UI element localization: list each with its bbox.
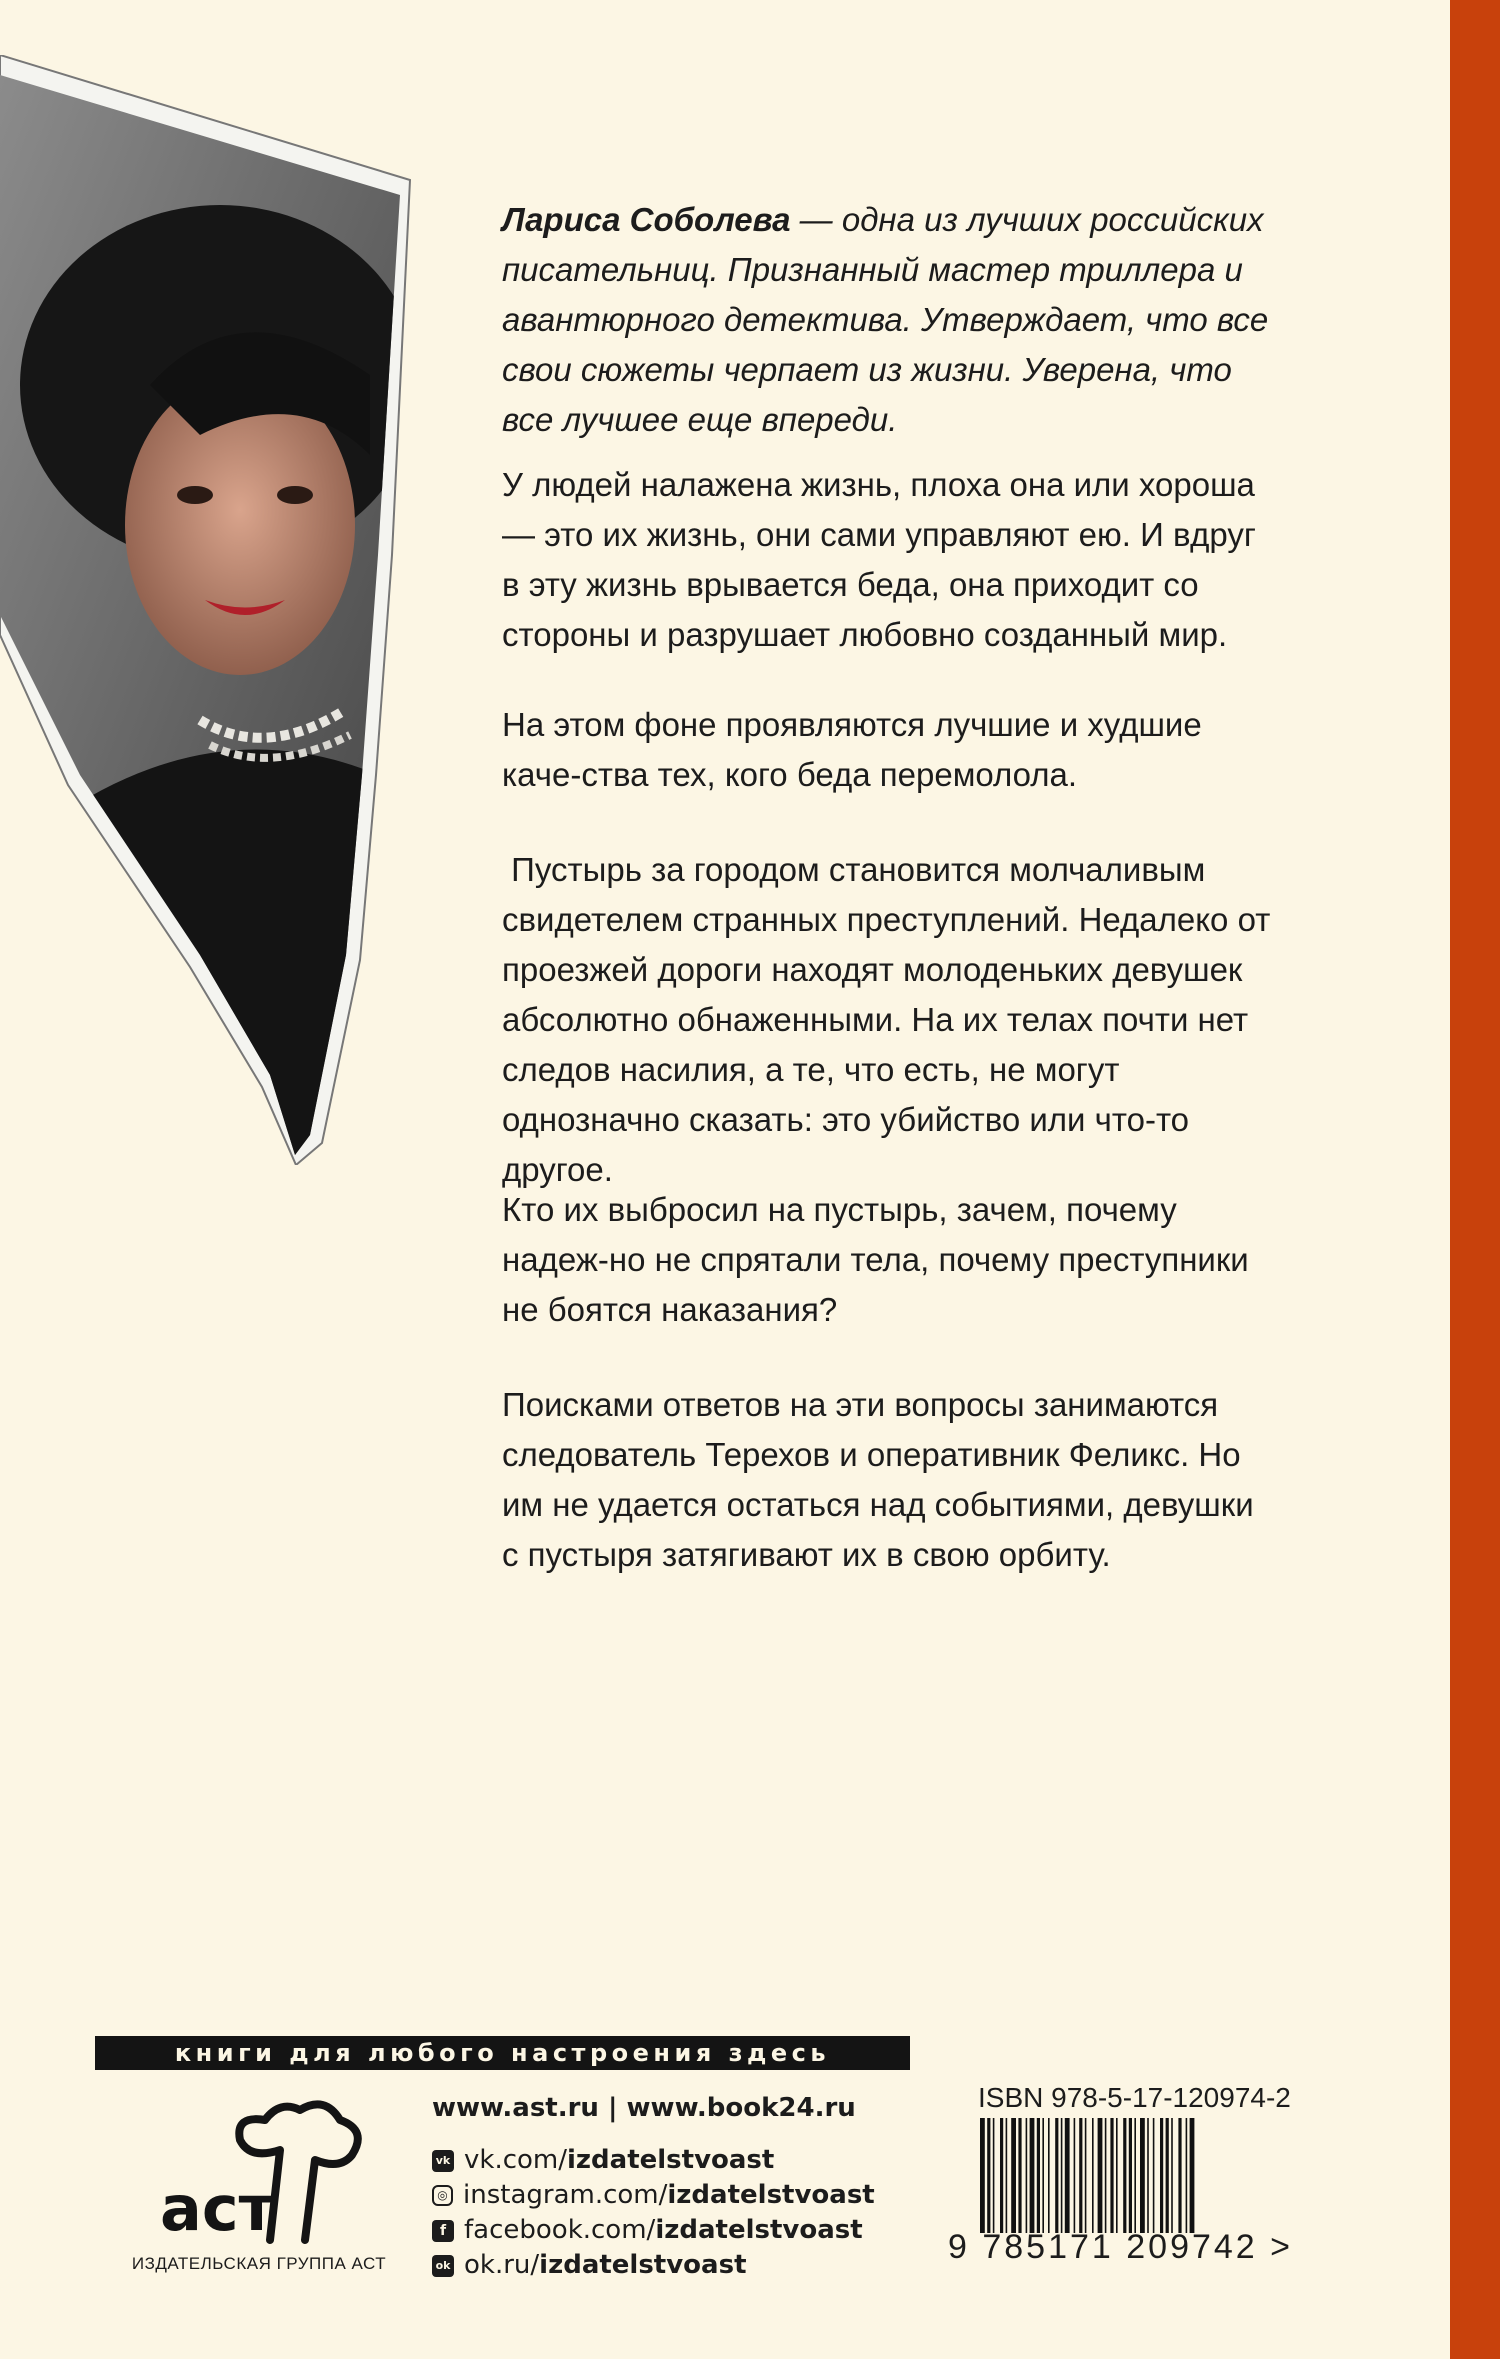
publisher-name: ИЗДАТЕЛЬСКАЯ ГРУППА АСТ bbox=[131, 2254, 387, 2273]
barcode-bar bbox=[1105, 2118, 1107, 2233]
promo-banner: книги для любого настроения здесь bbox=[95, 2036, 910, 2070]
social-prefix: ok.ru/ bbox=[464, 2250, 540, 2280]
barcode-number: 9 785171 209742 > bbox=[948, 2228, 1294, 2266]
author-name: Лариса Соболева bbox=[502, 201, 791, 238]
barcode-bar bbox=[1147, 2118, 1149, 2233]
annotation-paragraph bbox=[502, 700, 1272, 800]
social-prefix: instagram.com/ bbox=[463, 2180, 668, 2210]
barcode-bar bbox=[1026, 2118, 1028, 2233]
annotation-text: Поисками ответов на эти вопросы занимаются следователь Терехов и оперативник Феликс. Но им не удается остаться над событиями, девушки с пустыря затягивают их в свою орбиту. bbox=[502, 1386, 1254, 1573]
social-links bbox=[432, 2143, 875, 2283]
barcode-bar bbox=[1085, 2118, 1087, 2233]
barcode-bar bbox=[1042, 2118, 1044, 2233]
social-handle: izdatelstvoast bbox=[539, 2250, 747, 2280]
barcode-bar bbox=[1098, 2118, 1103, 2233]
facebook-icon: f bbox=[432, 2220, 454, 2242]
barcode-bar bbox=[1140, 2118, 1145, 2233]
social-handle: izdatelstvoast bbox=[667, 2180, 875, 2210]
author-bio bbox=[502, 195, 1272, 445]
barcode-bar bbox=[1079, 2118, 1082, 2233]
author-portrait-icon bbox=[0, 55, 430, 1165]
barcode-bar bbox=[1153, 2118, 1155, 2233]
odnoklassniki-icon: ok bbox=[432, 2255, 454, 2277]
barcode-bar bbox=[1190, 2118, 1195, 2233]
barcode-bar bbox=[1116, 2118, 1118, 2233]
annotation-text: У людей налажена жизнь, плоха она или хороша — это их жизнь, они сами управляют ею. И вдруг в эту жизнь врывается беда, она приходит со стороны и разрушает любовно созданный мир. bbox=[502, 466, 1256, 653]
barcode-bar bbox=[1074, 2118, 1076, 2233]
ast-logo bbox=[140, 2090, 370, 2250]
social-handle: izdatelstvoast bbox=[567, 2145, 775, 2175]
barcode-bar bbox=[993, 2118, 995, 2233]
social-prefix: facebook.com/ bbox=[464, 2215, 656, 2245]
annotation-text: На этом фоне проявляются лучшие и худшие каче-ства тех, кого беда перемолола. bbox=[502, 706, 1202, 793]
barcode-bar bbox=[1110, 2118, 1113, 2233]
annotation-paragraph bbox=[502, 460, 1272, 660]
social-prefix: vk.com/ bbox=[464, 2145, 567, 2175]
annotation-paragraph bbox=[502, 845, 1280, 1195]
isbn-label: ISBN 978-5-17-120974-2 bbox=[978, 2082, 1291, 2113]
barcode-bar bbox=[1129, 2118, 1132, 2233]
barcode-bar bbox=[1037, 2118, 1040, 2233]
barcode-bar bbox=[1123, 2118, 1126, 2233]
barcode-bar bbox=[987, 2118, 990, 2233]
annotation-text: Кто их выбросил на пустырь, зачем, почему надеж-но не спрятали тела, почему преступники не боятся наказания? bbox=[502, 1191, 1249, 1328]
barcode-bar bbox=[1178, 2118, 1181, 2233]
barcode-bar bbox=[1171, 2118, 1173, 2233]
annotation-paragraph bbox=[502, 1380, 1272, 1580]
barcode-bar bbox=[1186, 2118, 1188, 2233]
barcode-bar bbox=[1018, 2118, 1021, 2233]
logo-text: аст bbox=[160, 2172, 275, 2245]
spine-stripe bbox=[1450, 0, 1500, 2359]
barcode-bar bbox=[1061, 2118, 1063, 2233]
ast-logo-icon bbox=[140, 2090, 370, 2250]
barcode-icon bbox=[978, 2118, 1318, 2233]
author-photo bbox=[0, 55, 430, 1165]
barcode-bar bbox=[1006, 2118, 1008, 2233]
author-bio-text: — одна из лучших российских писательниц. Признанный мастер триллера и авантюрного детектива. Утверждает, что все свои сюжеты черпает из жизни. Уверена, что все лучшее еще впереди. bbox=[502, 201, 1269, 438]
barcode-bar bbox=[1055, 2118, 1058, 2233]
social-link-vk[interactable] bbox=[432, 2143, 875, 2178]
social-link-odnoklassniki[interactable] bbox=[432, 2248, 875, 2283]
barcode-bar bbox=[1166, 2118, 1169, 2233]
annotation-paragraph bbox=[502, 1185, 1272, 1335]
barcode-bar bbox=[1011, 2118, 1016, 2233]
social-link-facebook[interactable] bbox=[432, 2213, 875, 2248]
barcode-bar bbox=[1065, 2118, 1070, 2233]
social-handle: izdatelstvoast bbox=[655, 2215, 863, 2245]
barcode-bar bbox=[1000, 2118, 1003, 2233]
barcode-bar bbox=[980, 2118, 985, 2233]
barcode bbox=[978, 2118, 1318, 2233]
barcode-bar bbox=[1030, 2118, 1035, 2233]
instagram-icon: ◎ bbox=[432, 2185, 453, 2206]
vk-icon: vk bbox=[432, 2150, 454, 2172]
annotation-text: Пустырь за городом становится молчаливым свидетелем странных преступлений. Недалеко от проезжей дороги находят молоденьких девушек абсолютно обнаженными. На их телах почти нет следов насилия, а те, что есть, не могут однозначно сказать: это убийство или что-то другое. bbox=[502, 851, 1280, 1188]
websites[interactable]: www.ast.ru | www.book24.ru bbox=[432, 2093, 856, 2123]
barcode-bar bbox=[1134, 2118, 1136, 2233]
social-link-instagram[interactable] bbox=[432, 2178, 875, 2213]
barcode-bar bbox=[1160, 2118, 1163, 2233]
barcode-bar bbox=[1048, 2118, 1050, 2233]
barcode-bar bbox=[1092, 2118, 1094, 2233]
